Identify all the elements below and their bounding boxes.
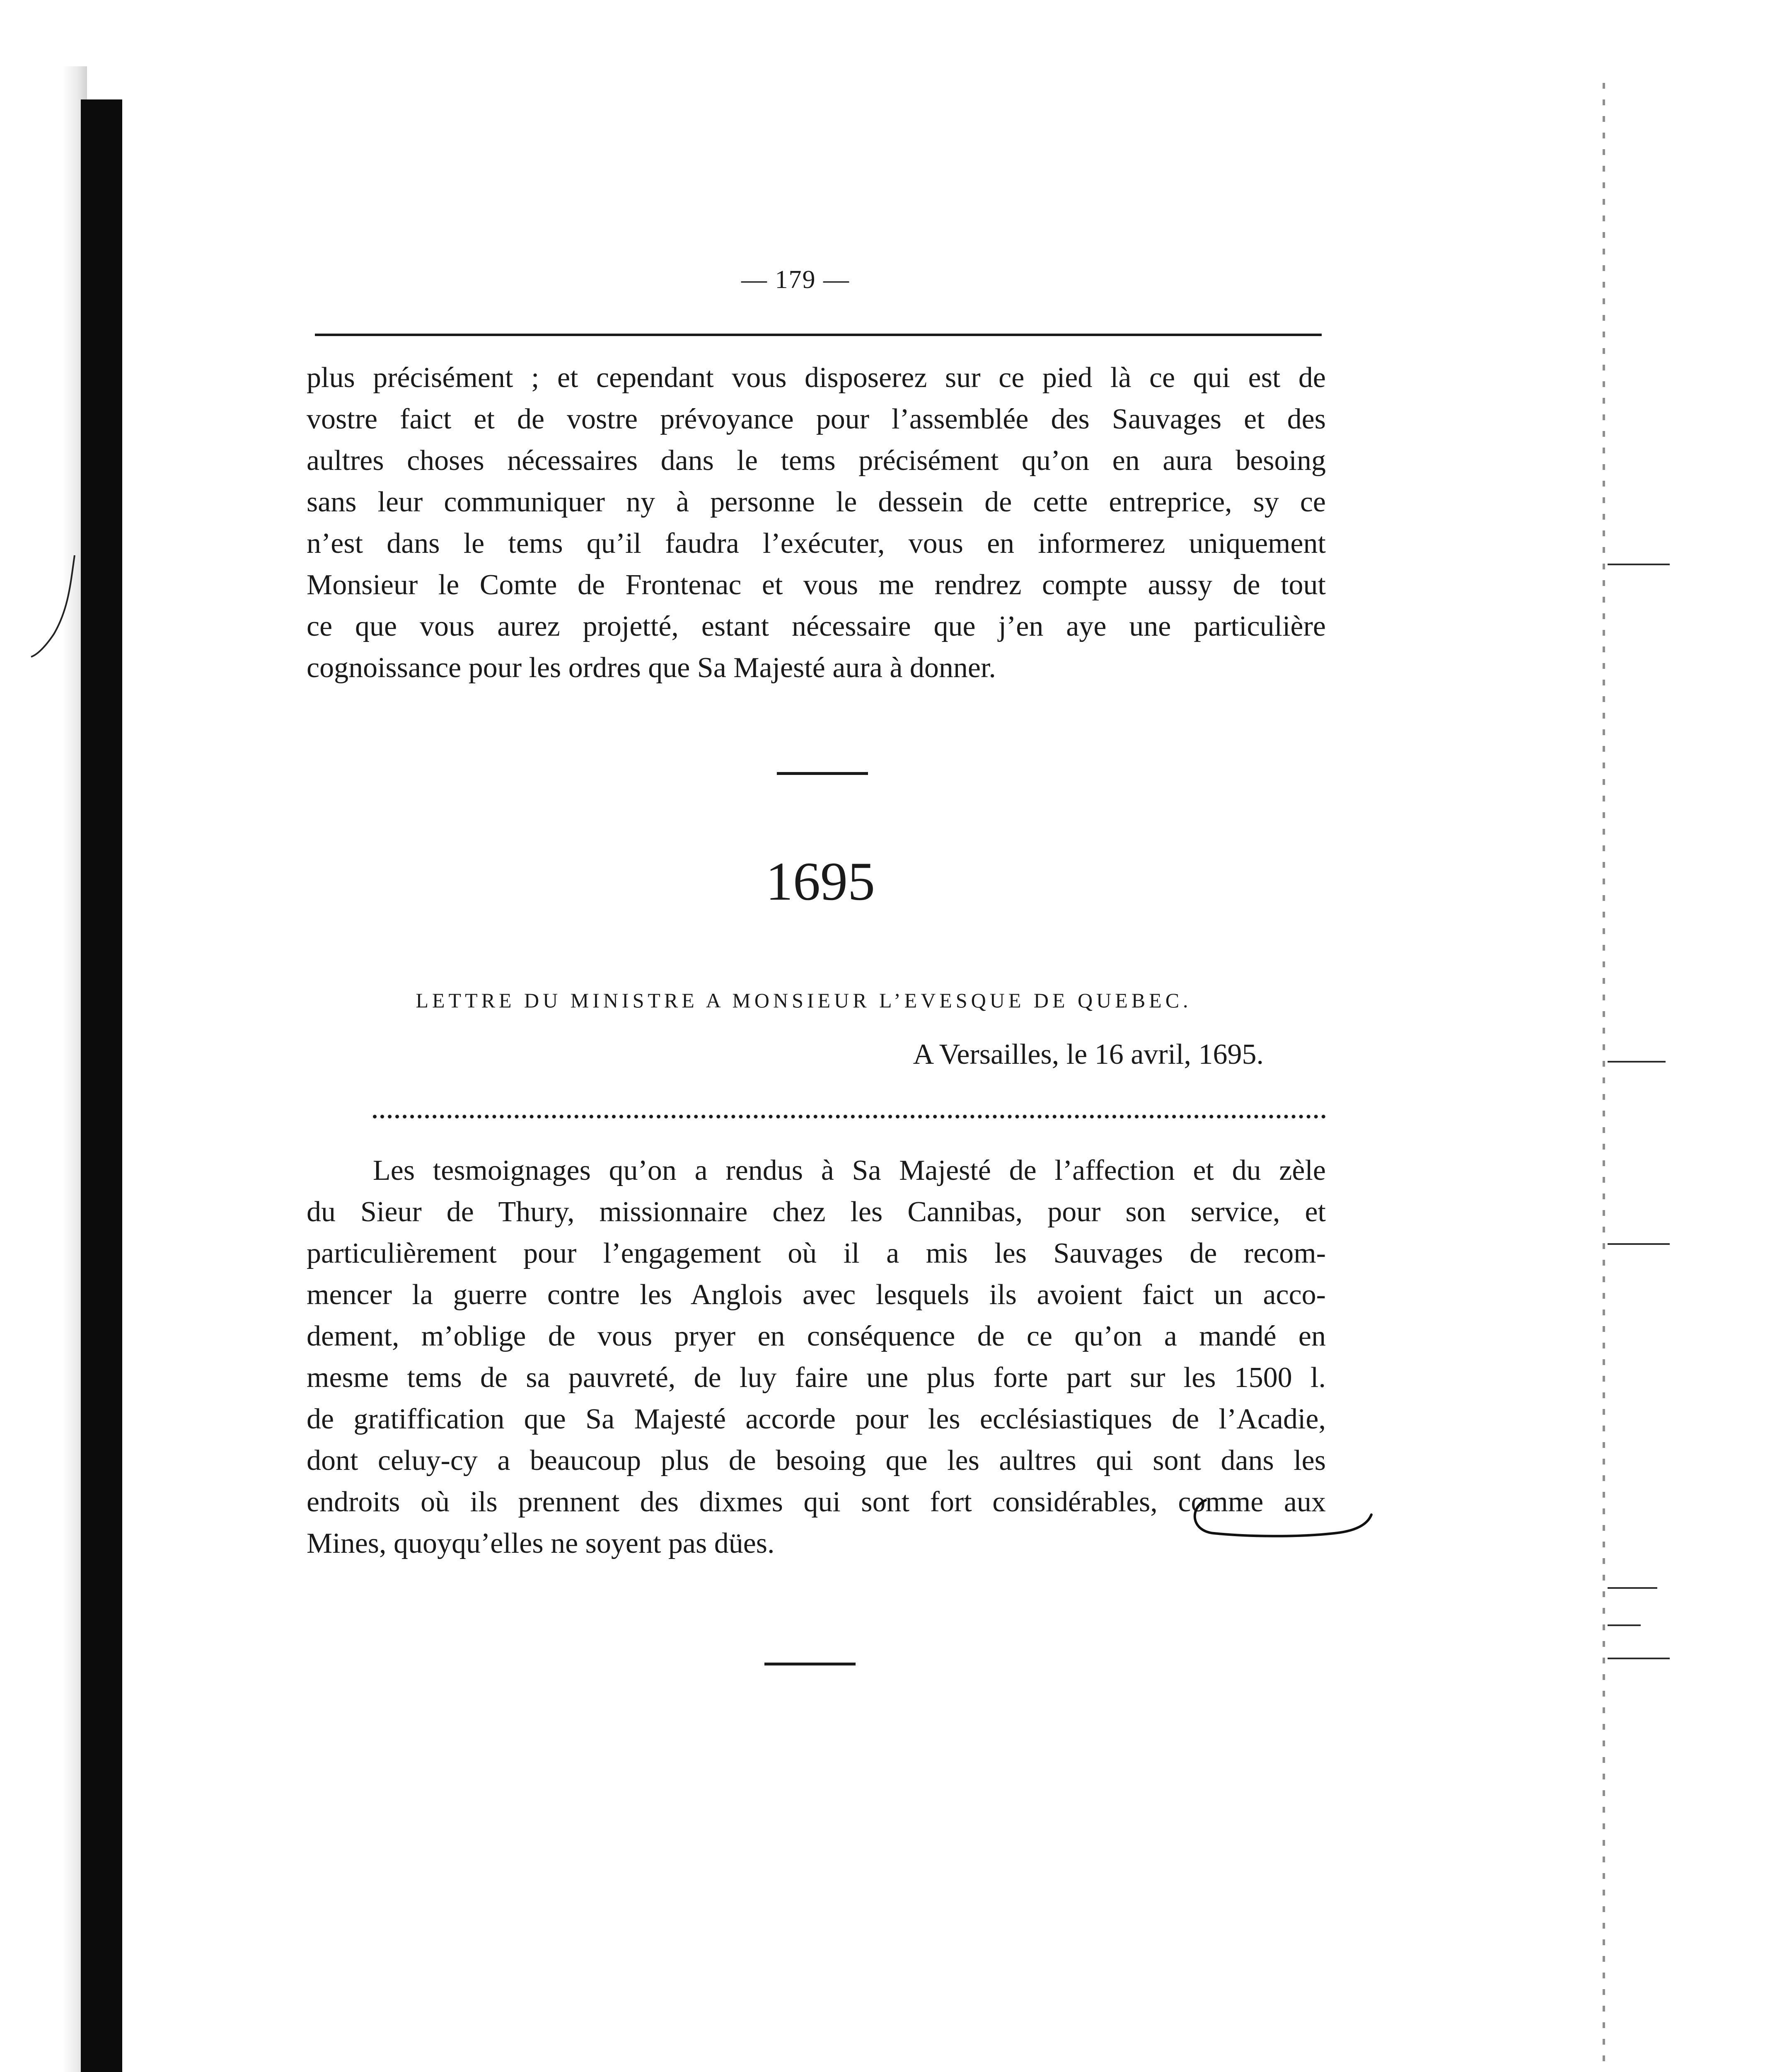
section-separator	[764, 1663, 856, 1665]
text-line: aultres choses nécessaires dans le tems précisément qu’on en aura besoing	[307, 445, 1326, 477]
letter-dateline: A Versailles, le 16 avril, 1695.	[913, 1038, 1264, 1070]
text-line: particulièrement pour l’engagement où il a mis les Sauvages de recom-	[307, 1237, 1326, 1269]
text-line: de gratiffication que Sa Majesté accorde pour les ecclésiastiques de l’Acadie,	[307, 1403, 1326, 1435]
text-line: Mines, quoyqu’elles ne soyent pas dües.	[307, 1527, 775, 1559]
text-line: n’est dans le tems qu’il faudra l’exécuter, vous en informerez uniquement	[307, 528, 1326, 559]
text-line: vostre faict et de vostre prévoyance pour l’assemblée des Sauvages et des	[307, 403, 1326, 435]
text-line: cognoissance pour les ordres que Sa Majesté aura à donner.	[307, 652, 996, 684]
text-line: Monsieur le Comte de Frontenac et vous me rendrez compte aussy de tout	[307, 569, 1326, 601]
handwritten-pen-mark	[1189, 1492, 1380, 1554]
section-separator	[777, 772, 868, 775]
text-line: dont celuy-cy a beaucoup plus de besoing que les aultres qui sont dans les	[307, 1445, 1326, 1477]
dotted-rule	[373, 1115, 1326, 1118]
page-number: — 179 —	[741, 266, 850, 294]
margin-tick-marks	[1608, 564, 1674, 1931]
text-line: endroits où ils prennent des dixmes qui sont fort considérables, comme aux	[307, 1486, 1326, 1518]
text-line: du Sieur de Thury, missionnaire chez les Cannibas, pour son service, et	[307, 1196, 1326, 1228]
letter-body	[307, 1150, 1326, 1564]
continuation-paragraph	[307, 357, 1326, 689]
text-line: mencer la guerre contre les Anglois avec lesquels ils avoient faict un acco-	[307, 1279, 1326, 1311]
page-right-edge	[1603, 83, 1605, 2072]
text-line: plus précisément ; et cependant vous disposerez sur ce pied là ce qui est de	[307, 362, 1326, 394]
letter-title: LETTRE DU MINISTRE A MONSIEUR L’EVESQUE DE QUEBEC.	[416, 989, 1192, 1012]
text-line: Les tesmoignages qu’on a rendus à Sa Majesté de l’affection et du zèle	[373, 1155, 1326, 1186]
text-line: ce que vous aurez projetté, estant nécessaire que j’en aye une particulière	[307, 610, 1326, 642]
binding-strip	[81, 99, 122, 2072]
text-line: mesme tems de sa pauvreté, de luy faire une plus forte part sur les 1500 l.	[307, 1362, 1326, 1394]
text-line: sans leur communiquer ny à personne le dessein de cette entreprice, sy ce	[307, 486, 1326, 518]
header-rule	[315, 334, 1322, 336]
binding-pen-mark	[29, 551, 79, 675]
section-year: 1695	[766, 851, 875, 912]
text-line: dement, m’oblige de vous pryer en conséquence de ce qu’on a mandé en	[307, 1320, 1326, 1352]
